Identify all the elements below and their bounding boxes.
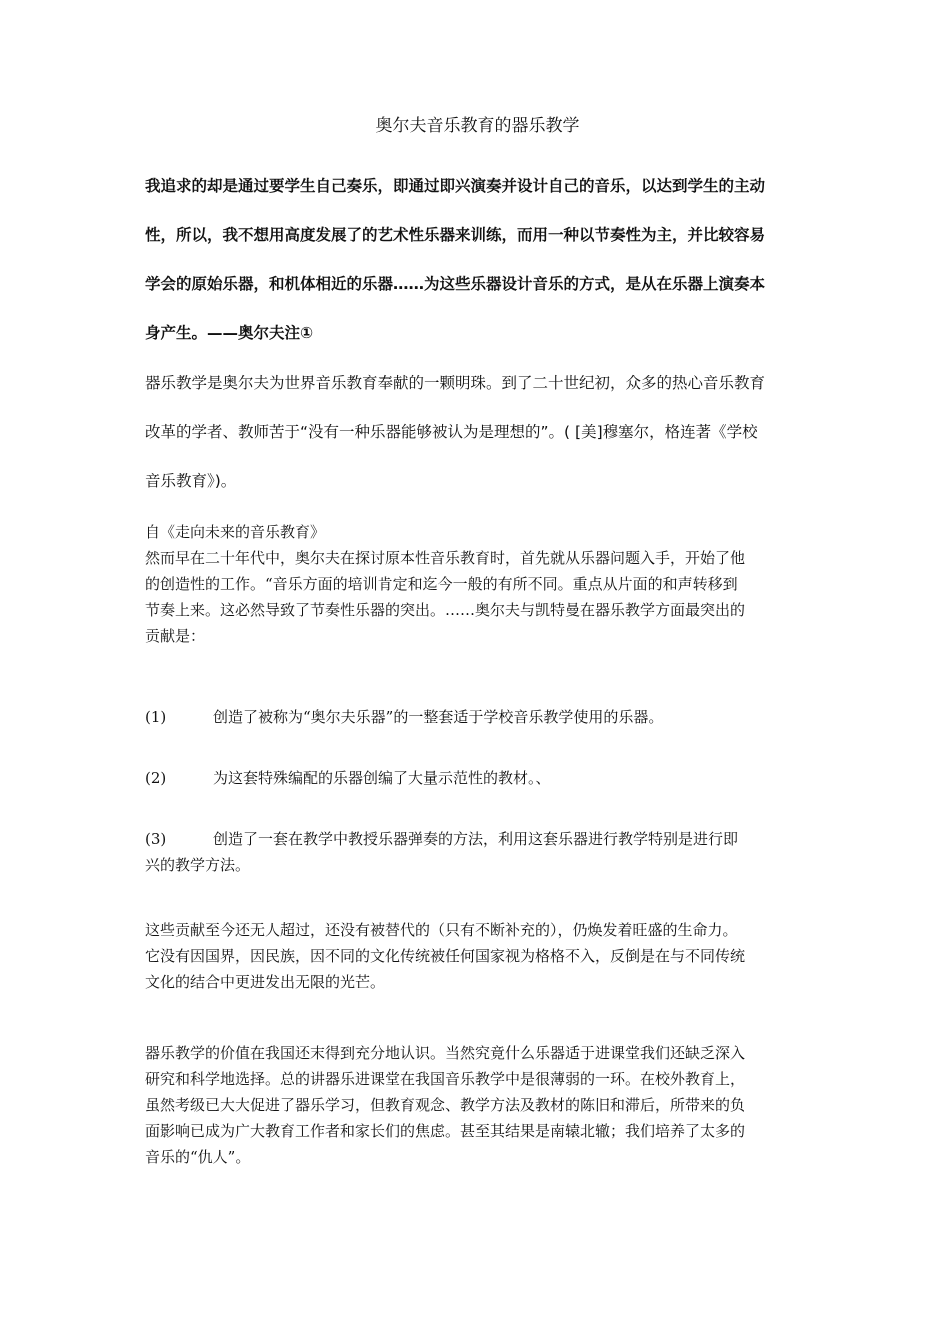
paragraph-line: 面影响已成为广大教育工作者和家长们的焦虑。甚至其结果是南辕北辙；我们培养了太多的 [145, 1122, 746, 1140]
source-note: 自《走向未来的音乐教育》 [145, 523, 326, 541]
paragraph-line: 贡献是： [145, 627, 206, 645]
paragraph-line: 节奏上来。这必然导致了节奏性乐器的突出。……奥尔夫与凯特曼在器乐教学方面最突出的 [145, 601, 746, 619]
list-text-continuation: 兴的教学方法。 [145, 856, 251, 874]
paragraph-line: 文化的结合中更进发出无限的光芒。 [145, 973, 386, 991]
intro-line: 改革的学者、教师苦于“没有一种乐器能够被认为是理想的”。( [美]穆塞尔，格连著《学校 [145, 423, 758, 441]
list-text: 为这套特殊编配的乐器创编了大量示范性的教材。、 [213, 769, 551, 787]
quote-line: 性，所以，我不想用高度发展了的艺术性乐器来训练，而用一种以节奏性为主，并比较容易 [145, 226, 766, 244]
paragraph-line: 它没有因国界，因民族，因不同的文化传统被任何国家视为格格不入，反倒是在与不同传统 [145, 947, 746, 965]
paragraph-line: 研究和科学地选择。总的讲器乐进课堂在我国音乐教学中是很薄弱的一环。在校外教育上， [145, 1070, 746, 1088]
paragraph-line: 的创造性的工作。“音乐方面的培训肯定和迄今一般的有所不同。重点从片面的和声转移到 [145, 575, 738, 593]
orff-quote-paragraph [145, 162, 810, 358]
list-text: 创造了被称为“奥尔夫乐器”的一整套适于学校音乐教学使用的乐器。 [213, 708, 664, 726]
paragraph-line: 虽然考级已大大促进了器乐学习，但教育观念、教学方法及教材的陈旧和滞后，所带来的负 [145, 1096, 746, 1114]
list-number: (1) [145, 708, 167, 726]
quote-line: 我追求的却是通过要学生自己奏乐，即通过即兴演奏并设计自己的音乐，以达到学生的主动 [145, 177, 766, 195]
document-title: 奥尔夫音乐教育的器乐教学 [375, 116, 580, 136]
paragraph-line: 音乐的“仇人”。 [145, 1148, 251, 1166]
paragraph-line: 然而早在二十年代中，奥尔夫在探讨原本性音乐教育时，首先就从乐器问题入手，开始了他 [145, 549, 746, 567]
china-paragraph [145, 1040, 810, 1170]
list-item [145, 826, 810, 878]
quote-line: 身产生。——奥尔夫注① [145, 324, 314, 342]
paragraph-line: 器乐教学的价值在我国还末得到充分地认识。当然究竟什么乐器适于进课堂我们还缺乏深入 [145, 1044, 746, 1062]
intro-paragraph [145, 359, 810, 506]
intro-line: 器乐教学是奥尔夫为世界音乐教育奉献的一颗明珠。到了二十世纪初，众多的热心音乐教育 [145, 374, 766, 392]
quote-line: 学会的原始乐器，和机体相近的乐器……为这些乐器设计音乐的方式，是从在乐器上演奏本 [145, 275, 766, 293]
list-item [145, 765, 810, 791]
list-item [145, 704, 810, 730]
history-paragraph [145, 519, 810, 649]
list-number: (3) [145, 830, 167, 848]
list-number: (2) [145, 769, 167, 787]
paragraph-line: 这些贡献至今还无人超过，还没有被替代的（只有不断补充的），仍焕发着旺盛的生命力。 [145, 921, 738, 939]
list-text: 创造了一套在教学中教授乐器弹奏的方法，利用这套乐器进行教学特别是进行即 [213, 830, 739, 848]
intro-line: 音乐教育》)。 [145, 472, 237, 490]
legacy-paragraph [145, 917, 810, 995]
